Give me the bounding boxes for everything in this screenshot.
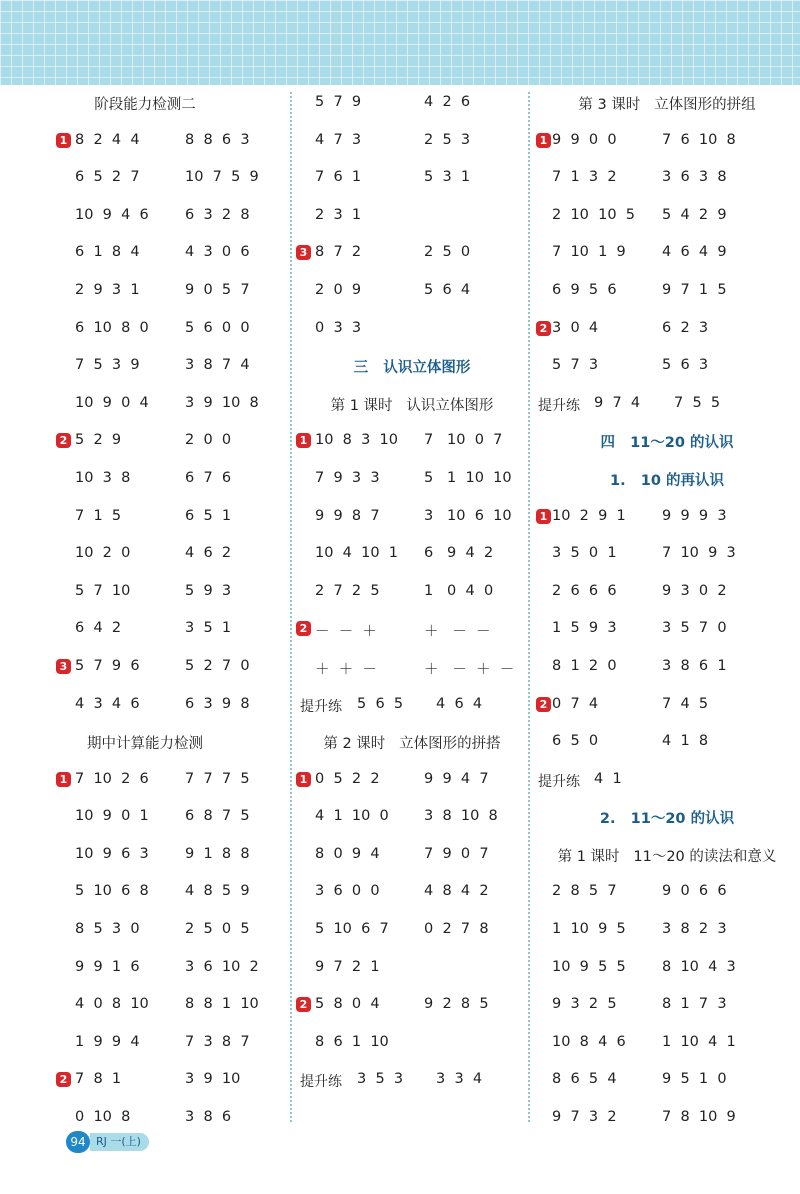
answer-right-group: 10 7 5 9 bbox=[185, 169, 259, 186]
answer-right-group: 9 3 0 2 bbox=[662, 582, 727, 599]
answer-left-group: 9 7 2 1 bbox=[315, 958, 380, 975]
answer-row bbox=[534, 273, 800, 311]
answer-row bbox=[0, 311, 290, 349]
answer-right-group: 6 3 9 8 bbox=[185, 695, 250, 712]
header-grid-band bbox=[0, 0, 800, 85]
heading-text: 三 认识立体图形 bbox=[353, 360, 471, 377]
answer-left-group: 3 5 0 1 bbox=[552, 545, 617, 562]
answer-left-group: 10 2 0 bbox=[75, 545, 131, 562]
answer-row bbox=[0, 348, 290, 386]
answer-left-group: 2 10 10 5 bbox=[552, 206, 636, 223]
answer-left-group: 3 0 4 bbox=[552, 319, 599, 336]
answer-row bbox=[534, 536, 800, 574]
heading-text: 第 3 课时 立体图形的拼组 bbox=[578, 97, 756, 113]
question-number-badge: 2 bbox=[56, 1072, 71, 1087]
column-divider bbox=[290, 92, 292, 1122]
answer-right-group: 1 0 4 0 bbox=[424, 582, 494, 599]
section-heading bbox=[0, 85, 290, 123]
answer-row bbox=[534, 160, 800, 198]
section-heading bbox=[0, 724, 290, 762]
answer-left-group: 9 9 8 7 bbox=[315, 507, 380, 524]
answer-row bbox=[534, 348, 800, 386]
answer-right-group: 9 9 9 3 bbox=[662, 507, 727, 524]
answer-right-group: 3 6 3 8 bbox=[662, 169, 727, 186]
answer-row bbox=[534, 198, 800, 236]
answer-right-group: 1 10 4 1 bbox=[662, 1033, 736, 1050]
answer-left-group: 7 1 3 2 bbox=[552, 169, 617, 186]
answer-right-group: 0 2 7 8 bbox=[424, 921, 489, 938]
answer-left-group: 9 9 1 6 bbox=[75, 958, 140, 975]
answer-left-group: － － ＋ bbox=[315, 624, 377, 641]
answer-right-group: 6 7 6 bbox=[185, 469, 232, 486]
answer-left-group: 10 8 3 10 bbox=[315, 432, 399, 449]
answer-right-group: 7 10 0 7 bbox=[424, 432, 503, 449]
answer-left-group: 8 5 3 0 bbox=[75, 921, 140, 938]
answer-right-group: 4 1 8 bbox=[662, 733, 709, 750]
answer-left-group: 10 9 6 3 bbox=[75, 845, 149, 862]
answer-row bbox=[296, 950, 528, 988]
practice-row bbox=[296, 1062, 528, 1100]
answer-left-group: 10 9 4 6 bbox=[75, 206, 149, 223]
answer-row bbox=[0, 1062, 290, 1100]
answer-right-group: 8 1 7 3 bbox=[662, 996, 727, 1013]
answer-left-group: 7 9 3 3 bbox=[315, 469, 380, 486]
answer-row bbox=[0, 1025, 290, 1063]
answer-right-group: 5 2 7 0 bbox=[185, 657, 250, 674]
answer-left-group: 4 1 10 0 bbox=[315, 808, 389, 825]
answer-right-group: 3 8 6 bbox=[185, 1109, 232, 1126]
answer-right-group: 9 7 1 5 bbox=[662, 281, 727, 298]
answer-right-group: 9 5 1 0 bbox=[662, 1071, 727, 1088]
answer-row bbox=[534, 235, 800, 273]
answer-left-group: 7 8 1 bbox=[75, 1071, 122, 1088]
answer-left-group: 2 6 6 6 bbox=[552, 582, 617, 599]
answer-row bbox=[0, 649, 290, 687]
answer-left-group: 0 7 4 bbox=[552, 695, 599, 712]
section-heading bbox=[534, 461, 800, 499]
heading-text: 四 11～20 的认识 bbox=[600, 435, 734, 452]
answer-left-group: 7 5 3 9 bbox=[75, 357, 140, 374]
answer-row bbox=[296, 423, 528, 461]
answer-left-group: 9 3 2 5 bbox=[552, 996, 617, 1013]
answer-left-group: 2 0 9 bbox=[315, 281, 362, 298]
answer-left-group: 5 2 9 bbox=[75, 432, 122, 449]
answer-left-group: 7 1 5 bbox=[75, 507, 122, 524]
answer-right-group: 7 7 7 5 bbox=[185, 770, 250, 787]
answer-row bbox=[534, 499, 800, 537]
question-number-badge: 2 bbox=[56, 433, 71, 448]
heading-text: 阶段能力检测二 bbox=[94, 97, 196, 113]
answer-row bbox=[296, 123, 528, 161]
answer-right-group: 4 6 2 bbox=[185, 545, 232, 562]
answer-right-group: 3 10 6 10 bbox=[424, 507, 512, 524]
answer-row bbox=[534, 1100, 800, 1138]
answer-row bbox=[0, 687, 290, 725]
question-number-badge: 3 bbox=[56, 659, 71, 674]
answer-right-group: 4 2 6 bbox=[424, 94, 471, 110]
answer-right-group: 9 1 8 8 bbox=[185, 845, 250, 862]
answer-row bbox=[296, 762, 528, 800]
answer-row bbox=[296, 987, 528, 1025]
practice-row bbox=[296, 687, 528, 725]
answer-right-group: 9 9 4 7 bbox=[424, 770, 489, 787]
answer-right-group: 3 8 6 1 bbox=[662, 657, 727, 674]
answer-right-group: 3 3 4 bbox=[436, 1071, 483, 1088]
answer-right-group: 5 6 3 bbox=[662, 357, 709, 374]
answer-row bbox=[296, 198, 528, 236]
answer-row bbox=[296, 1025, 528, 1063]
answer-left-group: 9 7 3 2 bbox=[552, 1109, 617, 1126]
answer-right-group: 3 5 1 bbox=[185, 620, 232, 637]
answer-left-group: 5 8 0 4 bbox=[315, 996, 380, 1013]
answer-right-group: 5 6 0 0 bbox=[185, 319, 250, 336]
answer-left-group: 10 9 5 5 bbox=[552, 958, 626, 975]
answer-row bbox=[534, 687, 800, 725]
section-heading bbox=[534, 423, 800, 461]
section-heading bbox=[296, 724, 528, 762]
answer-left-group: 5 7 10 bbox=[75, 582, 131, 599]
answer-right-group: 2 0 0 bbox=[185, 432, 232, 449]
answer-row bbox=[0, 198, 290, 236]
answer-right-group: 7 9 0 7 bbox=[424, 845, 489, 862]
answer-row bbox=[296, 85, 528, 123]
section-heading bbox=[296, 348, 528, 386]
answer-row bbox=[0, 536, 290, 574]
answer-row bbox=[0, 160, 290, 198]
answer-row bbox=[0, 273, 290, 311]
answer-row bbox=[296, 235, 528, 273]
answer-left-group: 2 3 1 bbox=[315, 206, 362, 223]
answer-right-group: 2 5 0 bbox=[424, 244, 471, 261]
answer-row bbox=[0, 874, 290, 912]
answer-left-group: 2 9 3 1 bbox=[75, 281, 140, 298]
answer-row bbox=[534, 1025, 800, 1063]
answer-right-group: 8 8 6 3 bbox=[185, 131, 250, 148]
answer-row bbox=[296, 837, 528, 875]
answer-row bbox=[0, 987, 290, 1025]
answer-left-group: 6 5 0 bbox=[552, 733, 599, 750]
answer-row bbox=[0, 123, 290, 161]
answer-left-group: 0 5 2 2 bbox=[315, 770, 380, 787]
answer-left-group: 1 10 9 5 bbox=[552, 921, 626, 938]
answer-row bbox=[534, 611, 800, 649]
answer-left-group: 10 9 0 1 bbox=[75, 808, 149, 825]
question-number-badge: 3 bbox=[296, 245, 311, 260]
answer-row bbox=[296, 574, 528, 612]
answer-right-group: 3 5 7 0 bbox=[662, 620, 727, 637]
answer-row bbox=[534, 574, 800, 612]
answer-left-group: 7 6 1 bbox=[315, 169, 362, 186]
heading-text: 第 1 课时 11～20 的读法和意义 bbox=[557, 848, 777, 865]
answer-row bbox=[534, 874, 800, 912]
heading-text: 第 2 课时 立体图形的拼搭 bbox=[323, 736, 501, 753]
answer-right-group: 5 1 10 10 bbox=[424, 469, 512, 486]
answer-row bbox=[534, 724, 800, 762]
answer-right-group: 4 8 4 2 bbox=[424, 883, 489, 900]
question-number-badge: 1 bbox=[296, 772, 311, 787]
question-number-badge: 2 bbox=[296, 997, 311, 1012]
answer-left-group: 5 7 9 bbox=[315, 94, 362, 110]
answer-row bbox=[0, 235, 290, 273]
answer-left-group: 8 6 1 10 bbox=[315, 1033, 389, 1050]
answer-right-group: 8 8 1 10 bbox=[185, 996, 259, 1013]
answer-left-group: 0 10 8 bbox=[75, 1109, 131, 1126]
answer-right-group: 4 6 4 9 bbox=[662, 244, 727, 261]
answer-right-group: 7 10 9 3 bbox=[662, 545, 736, 562]
answer-row bbox=[296, 611, 528, 649]
answer-left-group: 4 7 3 bbox=[315, 131, 362, 148]
answer-row bbox=[534, 950, 800, 988]
answer-right-group: 5 6 4 bbox=[424, 281, 471, 298]
answer-right-group: 6 2 3 bbox=[662, 319, 709, 336]
answer-right-group: 3 8 2 3 bbox=[662, 921, 727, 938]
heading-text: 2. 11～20 的认识 bbox=[599, 811, 735, 828]
answer-left-group: 3 5 3 bbox=[357, 1071, 404, 1088]
answer-row bbox=[296, 799, 528, 837]
answer-row bbox=[0, 1100, 290, 1138]
question-number-badge: 1 bbox=[56, 772, 71, 787]
answer-right-group: ＋ － － bbox=[424, 624, 491, 641]
book-tag: RJ 一(上) bbox=[90, 1133, 149, 1151]
answer-left-group: 5 6 5 bbox=[357, 695, 404, 712]
question-number-badge: 1 bbox=[296, 433, 311, 448]
answer-left-group: 8 2 4 4 bbox=[75, 131, 140, 148]
answer-left-group: 6 10 8 0 bbox=[75, 319, 149, 336]
answer-right-group: 3 8 7 4 bbox=[185, 357, 250, 374]
question-number-badge: 1 bbox=[536, 509, 551, 524]
answer-row bbox=[296, 912, 528, 950]
answer-left-group: 1 5 9 3 bbox=[552, 620, 617, 637]
practice-label: 提升练 bbox=[300, 1074, 342, 1091]
answer-right-group: 8 10 4 3 bbox=[662, 958, 736, 975]
answer-right-group: 2 5 3 bbox=[424, 131, 471, 148]
answer-row bbox=[296, 649, 528, 687]
answer-right-group: 4 3 0 6 bbox=[185, 244, 250, 261]
answer-right-group: 9 0 6 6 bbox=[662, 883, 727, 900]
answer-right-group: 5 9 3 bbox=[185, 582, 232, 599]
answer-left-group: 5 7 9 6 bbox=[75, 657, 140, 674]
answer-row bbox=[0, 611, 290, 649]
heading-text: 1. 10 的再认识 bbox=[610, 472, 724, 489]
answer-column-3 bbox=[534, 85, 800, 1125]
answer-left-group: 2 8 5 7 bbox=[552, 883, 617, 900]
answer-row bbox=[296, 536, 528, 574]
answer-left-group: 9 7 4 bbox=[594, 394, 641, 411]
answer-left-group: 6 4 2 bbox=[75, 620, 122, 637]
question-number-badge: 1 bbox=[56, 133, 71, 148]
answer-left-group: 4 0 8 10 bbox=[75, 996, 149, 1013]
answer-left-group: 4 3 4 6 bbox=[75, 695, 140, 712]
answer-row bbox=[0, 423, 290, 461]
practice-label: 提升练 bbox=[538, 773, 580, 790]
section-heading bbox=[534, 837, 800, 875]
answer-left-group: 10 3 8 bbox=[75, 469, 131, 486]
heading-text: 期中计算能力检测 bbox=[87, 736, 203, 753]
answer-row bbox=[534, 1062, 800, 1100]
answer-left-group: 1 9 9 4 bbox=[75, 1033, 140, 1050]
answer-column-2 bbox=[296, 85, 528, 1125]
answer-left-group: 6 5 2 7 bbox=[75, 169, 140, 186]
answer-right-group: 7 5 5 bbox=[674, 394, 721, 411]
answer-row bbox=[0, 461, 290, 499]
practice-row bbox=[534, 762, 800, 800]
answer-left-group: 6 1 8 4 bbox=[75, 244, 140, 261]
column-divider bbox=[528, 92, 530, 1122]
answer-left-group: 4 1 bbox=[594, 770, 622, 787]
page-number-badge: 94 bbox=[66, 1131, 90, 1153]
answer-row bbox=[296, 461, 528, 499]
answer-row bbox=[296, 499, 528, 537]
answer-right-group: 6 9 4 2 bbox=[424, 545, 494, 562]
question-number-badge: 1 bbox=[536, 133, 551, 148]
answer-row bbox=[296, 160, 528, 198]
answer-left-group: 10 4 10 1 bbox=[315, 545, 399, 562]
answer-left-group: 5 7 3 bbox=[552, 357, 599, 374]
answer-row bbox=[0, 912, 290, 950]
answer-row bbox=[0, 950, 290, 988]
answer-left-group: 7 10 1 9 bbox=[552, 244, 626, 261]
answer-right-group: 3 6 10 2 bbox=[185, 958, 259, 975]
answer-row bbox=[0, 499, 290, 537]
answer-right-group: 7 3 8 7 bbox=[185, 1033, 250, 1050]
answer-left-group: 10 2 9 1 bbox=[552, 507, 626, 524]
answer-left-group: 10 8 4 6 bbox=[552, 1033, 626, 1050]
answer-left-group: 8 6 5 4 bbox=[552, 1071, 617, 1088]
answer-right-group: 5 4 2 9 bbox=[662, 206, 727, 223]
answer-row bbox=[296, 273, 528, 311]
answer-right-group: 3 8 10 8 bbox=[424, 808, 498, 825]
answer-row bbox=[0, 386, 290, 424]
answer-right-group: 7 6 10 8 bbox=[662, 131, 736, 148]
answer-right-group: ＋ － ＋ － bbox=[424, 661, 515, 678]
practice-label: 提升练 bbox=[538, 397, 580, 414]
answer-right-group: 6 3 2 8 bbox=[185, 206, 250, 223]
answer-row bbox=[0, 574, 290, 612]
answer-left-group: 10 9 0 4 bbox=[75, 394, 149, 411]
answer-row bbox=[0, 762, 290, 800]
answer-left-group: 8 1 2 0 bbox=[552, 657, 617, 674]
answer-row bbox=[0, 837, 290, 875]
answer-right-group: 9 2 8 5 bbox=[424, 996, 489, 1013]
answer-left-group: 2 7 2 5 bbox=[315, 582, 380, 599]
answer-left-group: ＋ ＋ － bbox=[315, 661, 377, 678]
answer-row bbox=[296, 874, 528, 912]
section-heading bbox=[534, 85, 800, 123]
answer-row bbox=[534, 912, 800, 950]
answer-right-group: 2 5 0 5 bbox=[185, 921, 250, 938]
answer-right-group: 6 8 7 5 bbox=[185, 808, 250, 825]
answer-left-group: 8 0 9 4 bbox=[315, 845, 380, 862]
question-number-badge: 2 bbox=[536, 697, 551, 712]
answer-left-group: 5 10 6 7 bbox=[315, 921, 389, 938]
answer-left-group: 3 6 0 0 bbox=[315, 883, 380, 900]
answer-row bbox=[534, 649, 800, 687]
answer-right-group: 5 3 1 bbox=[424, 169, 471, 186]
question-number-badge: 2 bbox=[536, 321, 551, 336]
question-number-badge: 2 bbox=[296, 621, 311, 636]
answer-left-group: 0 3 3 bbox=[315, 319, 362, 336]
answer-right-group: 7 8 10 9 bbox=[662, 1109, 736, 1126]
section-heading bbox=[296, 386, 528, 424]
answer-left-group: 5 10 6 8 bbox=[75, 883, 149, 900]
practice-label: 提升练 bbox=[300, 698, 342, 715]
answer-row bbox=[534, 987, 800, 1025]
answer-right-group: 4 8 5 9 bbox=[185, 883, 250, 900]
answer-right-group: 4 6 4 bbox=[436, 695, 483, 712]
answer-left-group: 9 9 0 0 bbox=[552, 131, 617, 148]
practice-row bbox=[534, 386, 800, 424]
answer-right-group: 7 4 5 bbox=[662, 695, 709, 712]
answer-row bbox=[296, 311, 528, 349]
answer-row bbox=[534, 123, 800, 161]
section-heading bbox=[534, 799, 800, 837]
answer-right-group: 3 9 10 bbox=[185, 1071, 241, 1088]
answer-right-group: 6 5 1 bbox=[185, 507, 232, 524]
answer-right-group: 3 9 10 8 bbox=[185, 394, 259, 411]
answer-left-group: 7 10 2 6 bbox=[75, 770, 149, 787]
answer-row bbox=[534, 311, 800, 349]
answer-row bbox=[0, 799, 290, 837]
answer-right-group: 9 0 5 7 bbox=[185, 281, 250, 298]
answer-column-1 bbox=[0, 85, 290, 1125]
heading-text: 第 1 课时 认识立体图形 bbox=[330, 397, 494, 414]
answer-left-group: 6 9 5 6 bbox=[552, 281, 617, 298]
answer-left-group: 8 7 2 bbox=[315, 244, 362, 261]
